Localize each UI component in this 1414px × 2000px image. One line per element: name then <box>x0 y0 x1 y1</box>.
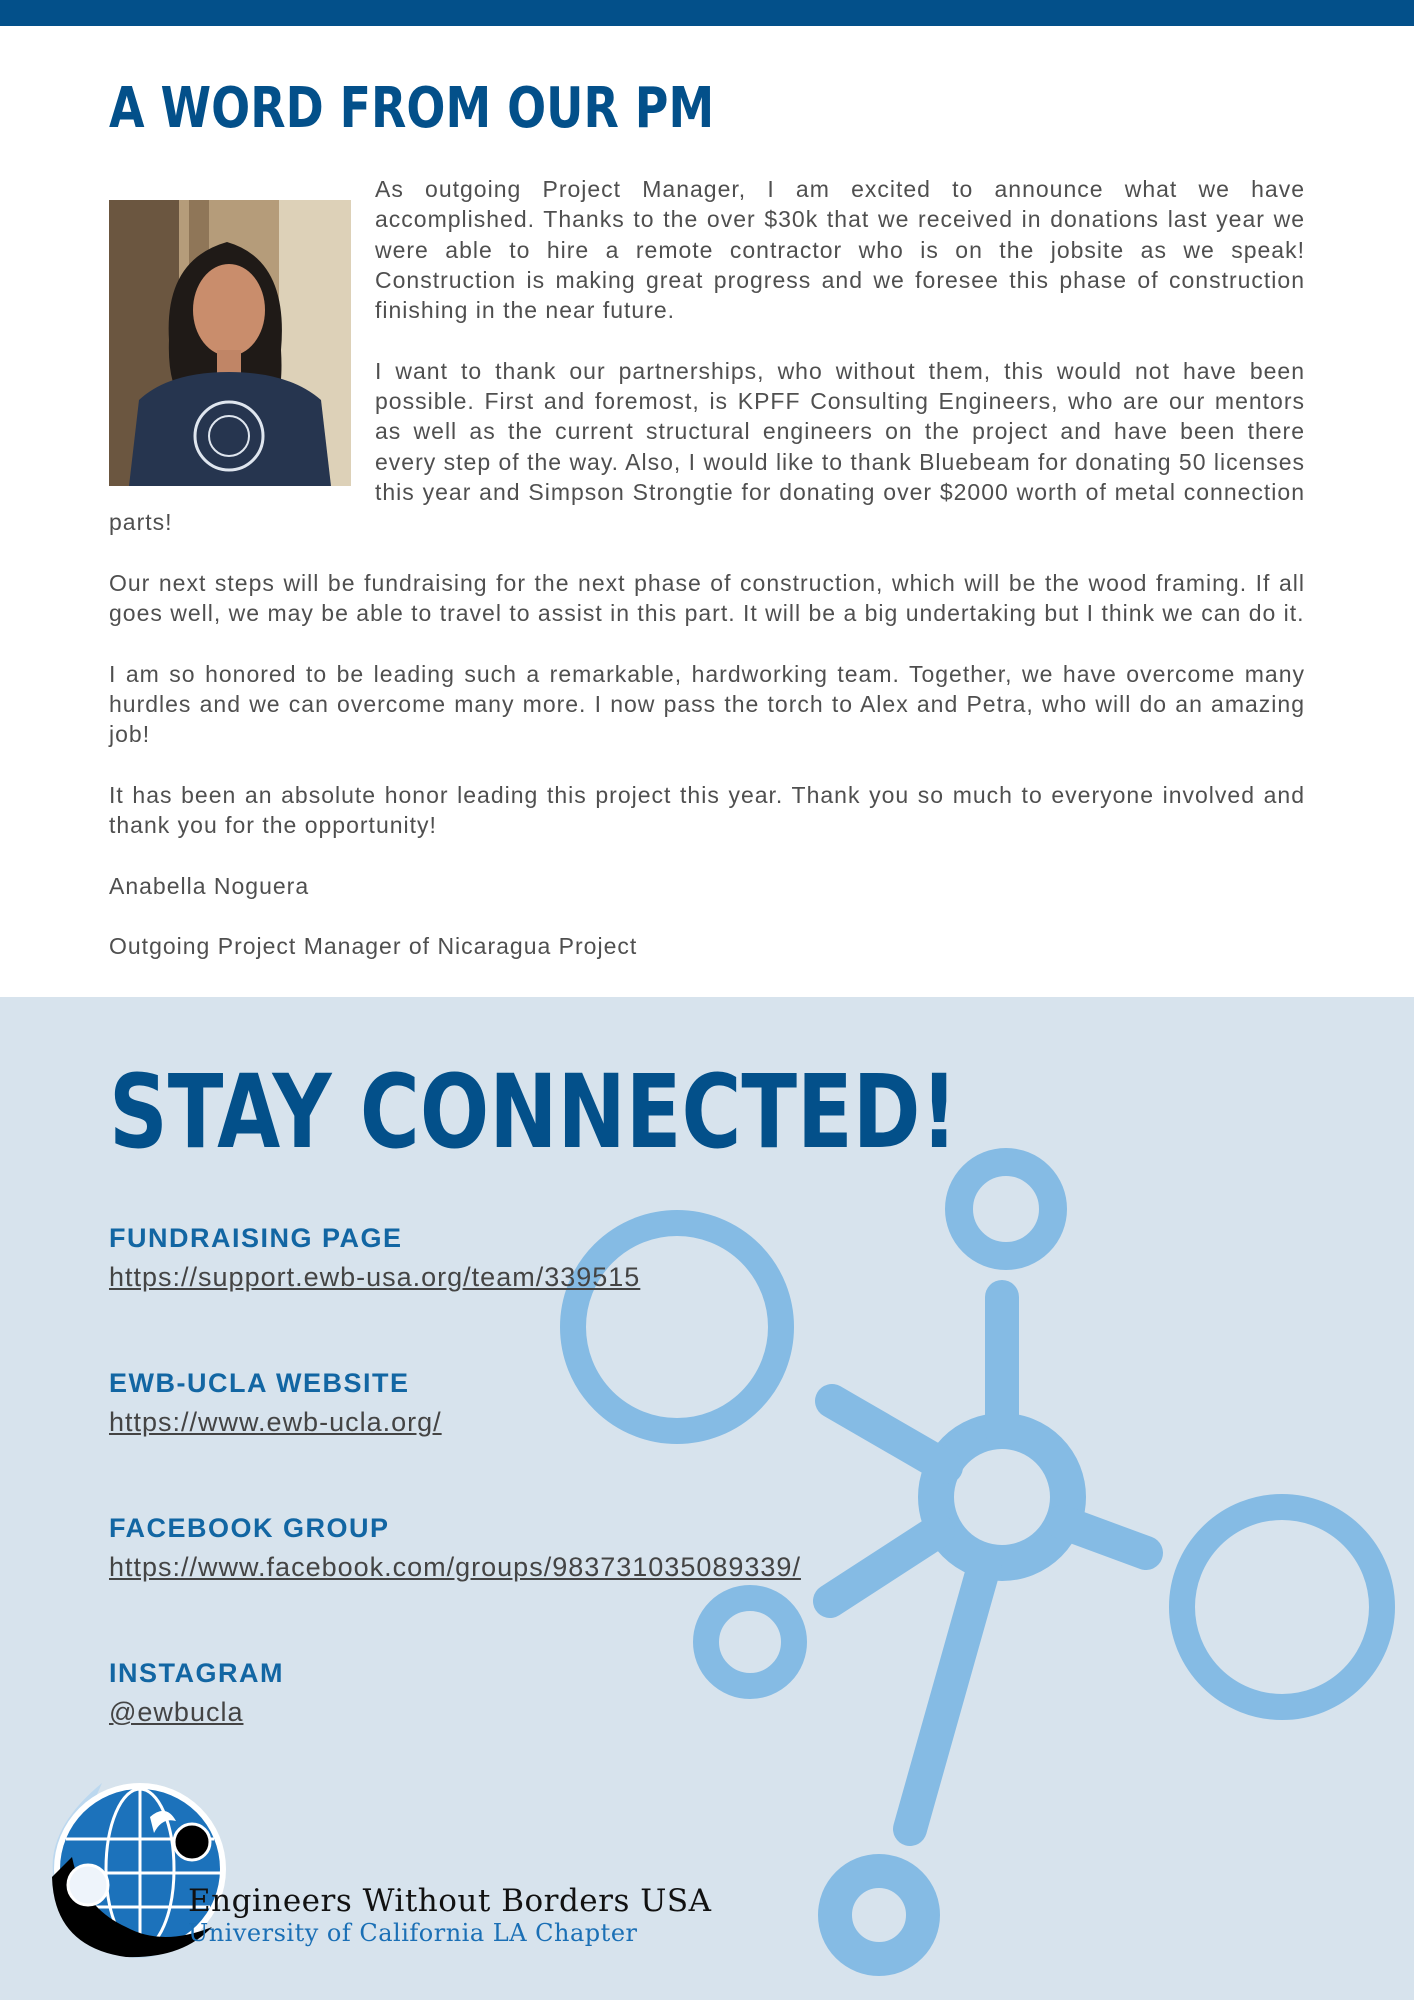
instagram-label: INSTAGRAM <box>109 1658 284 1688</box>
website-link-block <box>109 1368 442 1438</box>
facebook-group-link[interactable]: https://www.facebook.com/groups/983731035089339/ <box>109 1552 801 1582</box>
pm-paragraph-5: It has been an absolute honor leading this project this year. Thank you so much to everyone involved and thank you for the opportunity! <box>109 781 1305 839</box>
pm-paragraph-4: I am so honored to be leading such a remarkable, hardworking team. Together, we have overcome many hurdles and we can overcome many more. I now pass the torch to Alex and Petra, who will do an amazing job! <box>109 660 1305 748</box>
stay-connected-section <box>0 997 1414 2000</box>
fundraising-page-link[interactable]: https://support.ewb-usa.org/team/339515 <box>109 1262 641 1292</box>
pm-paragraph-3: Our next steps will be fundraising for the next phase of construction, which will be the wood framing. If all goes well, we may be able to travel to assist in this part. It will be a big undertaking but I think we can do it. <box>109 569 1305 627</box>
pm-message-body <box>109 174 1305 992</box>
pm-portrait-photo <box>109 200 351 486</box>
website-label: EWB-UCLA WEBSITE <box>109 1368 410 1398</box>
pm-message-section <box>0 26 1414 997</box>
globe-logo-icon <box>42 1777 242 1987</box>
logo-chapter-name: University of California LA Chapter <box>188 1919 638 1947</box>
stay-connected-title: STAY CONNECTED! <box>109 1053 958 1172</box>
logo-organization-name: Engineers Without Borders USA <box>188 1883 712 1919</box>
top-accent-bar <box>0 0 1414 26</box>
pm-paragraph-2: I want to thank our partnerships, who without them, this would not have been possible. First and foremost, is KPFF Consulting Engineers, who are our mentors as well as the current structural engineers on the project and have been there every step of the way. Also, I would like to thank Bluebeam for donating 50 licenses this year and Simpson Strongtie for donating over $2000 worth of metal connection parts! <box>109 357 1305 536</box>
instagram-handle-link[interactable]: @ewbucla <box>109 1697 244 1727</box>
website-link[interactable]: https://www.ewb-ucla.org/ <box>109 1407 442 1437</box>
signature-role: Outgoing Project Manager of Nicaragua Project <box>109 933 638 960</box>
facebook-label: FACEBOOK GROUP <box>109 1513 390 1543</box>
facebook-link-block <box>109 1513 801 1583</box>
signature-name: Anabella Noguera <box>109 872 310 899</box>
fundraising-link-block <box>109 1223 640 1293</box>
pm-paragraph-1: As outgoing Project Manager, I am excited to announce what we have accomplished. Thanks to the over $30k that we received in donations last year we were able to hire a remote contractor who is on the jobsite as we speak! Construction is making great progress and we foresee this phase of construction finishing in the near future. <box>375 176 1305 324</box>
portrait-illustration <box>109 200 351 486</box>
fundraising-label: FUNDRAISING PAGE <box>109 1223 403 1253</box>
pm-section-title: A WORD FROM OUR PM <box>109 76 715 141</box>
instagram-link-block <box>109 1658 284 1728</box>
ewb-ucla-logo <box>42 1777 722 1987</box>
